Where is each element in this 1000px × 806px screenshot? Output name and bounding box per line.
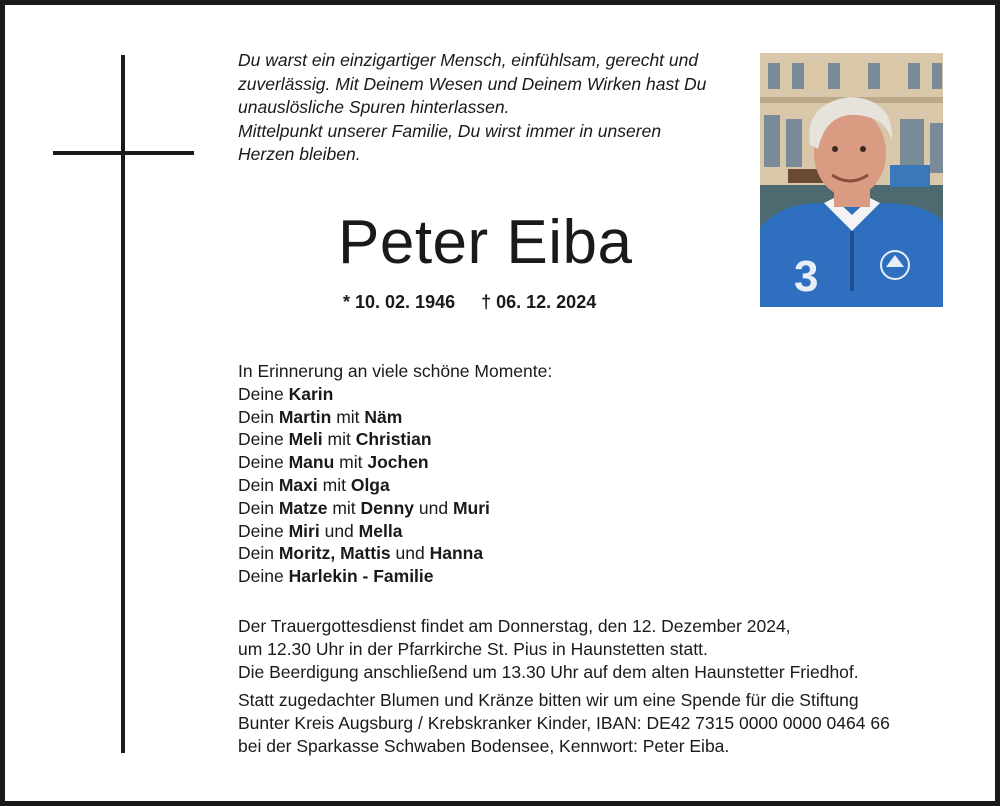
mourner-name: Manu — [288, 452, 335, 473]
mourner-relation: und — [319, 520, 359, 541]
mourner-name: Meli — [288, 429, 323, 450]
mourner-name: Christian — [355, 429, 432, 450]
mourner-relation: mit — [331, 406, 365, 427]
birth-date: * 10. 02. 1946 — [343, 292, 456, 312]
mourner-name: Olga — [350, 474, 390, 495]
portrait-illustration — [760, 53, 943, 307]
mourner-relation: Deine — [238, 452, 289, 473]
shirt-number: 3 — [794, 252, 819, 301]
mourner-relation: mit — [322, 429, 356, 450]
mourner-name: Jochen — [367, 452, 429, 473]
mourner-name: Martin — [278, 406, 332, 427]
mourner-relation: Dein — [238, 406, 279, 427]
mourner-relation: mit — [317, 474, 351, 495]
deceased-name: Peter Eiba — [338, 208, 633, 277]
poem-line: zuverlässig. Mit Deinem Wesen und Deinem Wirken hast Du — [238, 73, 707, 94]
cross-horizontal-bar — [53, 151, 194, 155]
mourner-name: Näm — [364, 406, 403, 427]
mourner-relation: Deine — [238, 520, 289, 541]
mourner-relation: und — [414, 497, 453, 518]
mourner-name: Muri — [452, 497, 490, 518]
donation-line: Bunter Kreis Augsburg / Krebskranker Kinder, IBAN: DE42 7315 0000 0000 0464 66 — [238, 712, 890, 733]
mourner-name: Miri — [288, 520, 320, 541]
cross-vertical-bar — [121, 55, 125, 753]
mourner-name: Harlekin - Familie — [288, 566, 434, 587]
mourners-intro: In Erinnerung an viele schöne Momente: — [238, 361, 553, 381]
mourner-name: Moritz, Mattis — [278, 543, 391, 564]
mourner-line — [238, 428, 552, 451]
mourner-relation: mit — [334, 452, 368, 473]
mourner-relation: Deine — [238, 383, 289, 404]
mourner-line — [238, 497, 552, 520]
poem-line: Du warst ein einzigartiger Mensch, einfühlsam, gerecht und — [238, 50, 699, 70]
mourner-name: Hanna — [429, 543, 484, 564]
service-line: um 12.30 Uhr in der Pfarrkirche St. Pius in Haunstetten statt. — [238, 638, 708, 659]
mourner-line — [238, 542, 552, 565]
service-line: Der Trauergottesdienst findet am Donnerstag, den 12. Dezember 2024, — [238, 616, 791, 636]
mourner-relation: und — [390, 543, 430, 564]
death-date: † 06. 12. 2024 — [481, 292, 597, 312]
poem-line: unauslösliche Spuren hinterlassen. — [238, 97, 510, 117]
poem-line: Herzen bleiben. — [238, 144, 361, 164]
donation-info — [238, 689, 890, 757]
mourner-line — [238, 383, 552, 406]
donation-line: Statt zugedachter Blumen und Kränze bitten wir um eine Spende für die Stiftung — [238, 690, 859, 710]
mourner-name: Maxi — [278, 474, 318, 495]
donation-line: bei der Sparkasse Schwaben Bodensee, Kennwort: Peter Eiba. — [238, 735, 730, 756]
mourner-relation: mit — [327, 497, 361, 518]
mourner-relation: Dein — [238, 497, 279, 518]
mourner-line — [238, 520, 552, 543]
mourner-relation: Deine — [238, 566, 289, 587]
mourner-name: Matze — [278, 497, 328, 518]
mourner-relation: Deine — [238, 429, 289, 450]
mourner-name: Mella — [358, 520, 403, 541]
service-line: Die Beerdigung anschließend um 13.30 Uhr auf dem alten Haunstetter Friedhof. — [238, 661, 859, 682]
poem-line: Mittelpunkt unserer Familie, Du wirst immer in unseren — [238, 120, 662, 141]
mourner-name: Karin — [288, 383, 334, 404]
portrait-photo — [760, 53, 943, 307]
life-dates — [343, 290, 596, 314]
mourner-line — [238, 474, 552, 497]
mourner-line — [238, 451, 552, 474]
mourner-relation: Dein — [238, 543, 279, 564]
mourner-name: Denny — [360, 497, 415, 518]
mourners-list — [238, 360, 552, 588]
mourner-relation: Dein — [238, 474, 279, 495]
memorial-poem — [238, 49, 758, 167]
mourner-line — [238, 406, 552, 429]
mourner-lines — [238, 383, 552, 588]
mourner-line — [238, 565, 552, 588]
service-info — [238, 615, 859, 683]
